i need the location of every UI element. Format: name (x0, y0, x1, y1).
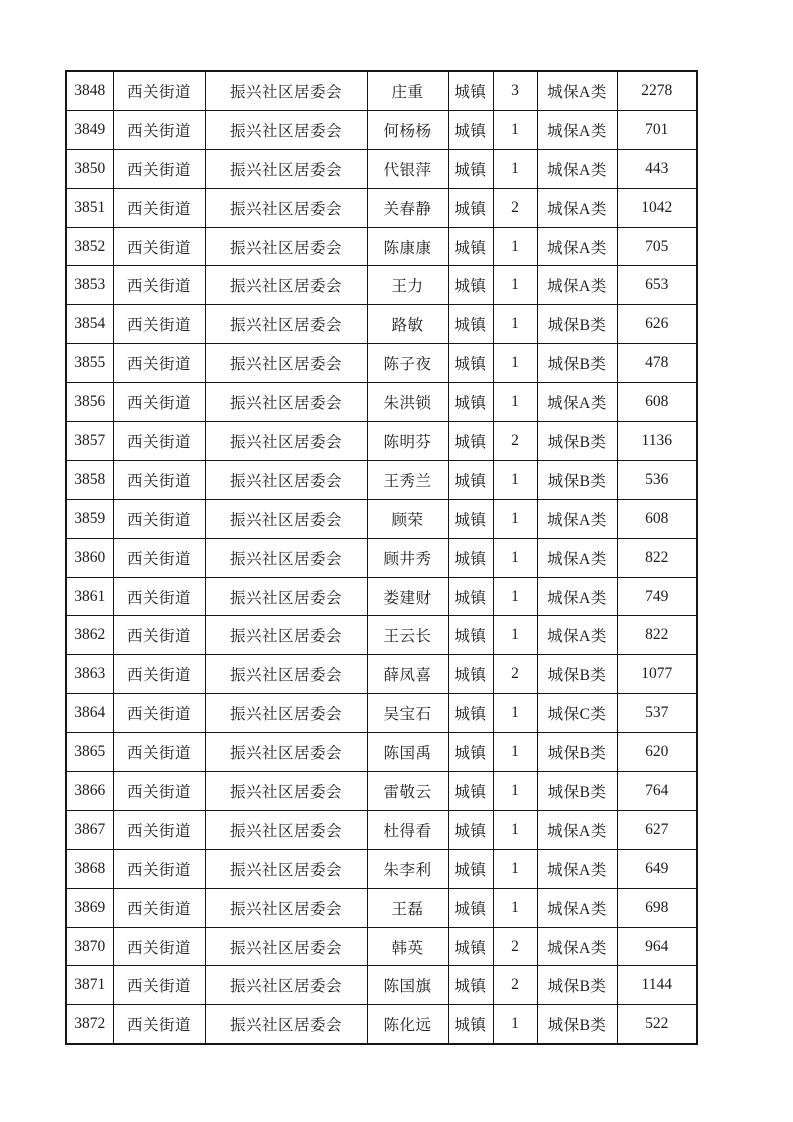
committee-cell: 振兴社区居委会 (205, 227, 367, 266)
amount-cell: 478 (617, 344, 697, 383)
residence-type-cell: 城镇 (448, 460, 493, 499)
table-row (66, 227, 697, 266)
serial-number-cell: 3862 (66, 616, 113, 655)
committee-cell: 振兴社区居委会 (205, 772, 367, 811)
committee-cell: 振兴社区居委会 (205, 344, 367, 383)
person-name-cell: 王秀兰 (367, 460, 448, 499)
insurance-category-cell: 城保B类 (537, 966, 617, 1005)
serial-number-cell: 3856 (66, 383, 113, 422)
person-name-cell: 雷敬云 (367, 772, 448, 811)
street-cell: 西关街道 (113, 1005, 205, 1044)
person-count-cell: 1 (493, 888, 537, 927)
person-name-cell: 陈康康 (367, 227, 448, 266)
table-row (66, 694, 697, 733)
street-cell: 西关街道 (113, 810, 205, 849)
person-count-cell: 1 (493, 733, 537, 772)
table-row (66, 383, 697, 422)
serial-number-cell: 3859 (66, 499, 113, 538)
residence-type-cell: 城镇 (448, 772, 493, 811)
person-name-cell: 杜得看 (367, 810, 448, 849)
table-row (66, 188, 697, 227)
street-cell: 西关街道 (113, 149, 205, 188)
street-cell: 西关街道 (113, 71, 205, 110)
person-name-cell: 何杨杨 (367, 110, 448, 149)
street-cell: 西关街道 (113, 849, 205, 888)
insurance-category-cell: 城保A类 (537, 538, 617, 577)
insurance-category-cell: 城保A类 (537, 927, 617, 966)
person-name-cell: 王云长 (367, 616, 448, 655)
serial-number-cell: 3853 (66, 266, 113, 305)
insurance-category-cell: 城保B类 (537, 772, 617, 811)
committee-cell: 振兴社区居委会 (205, 188, 367, 227)
committee-cell: 振兴社区居委会 (205, 149, 367, 188)
street-cell: 西关街道 (113, 888, 205, 927)
person-name-cell: 韩英 (367, 927, 448, 966)
table-row (66, 616, 697, 655)
committee-cell: 振兴社区居委会 (205, 966, 367, 1005)
insurance-category-cell: 城保A类 (537, 149, 617, 188)
residence-type-cell: 城镇 (448, 616, 493, 655)
insurance-category-cell: 城保A类 (537, 227, 617, 266)
person-count-cell: 1 (493, 305, 537, 344)
amount-cell: 764 (617, 772, 697, 811)
amount-cell: 1042 (617, 188, 697, 227)
amount-cell: 964 (617, 927, 697, 966)
table-row (66, 927, 697, 966)
table-row (66, 499, 697, 538)
table-row (66, 344, 697, 383)
amount-cell: 698 (617, 888, 697, 927)
serial-number-cell: 3849 (66, 110, 113, 149)
committee-cell: 振兴社区居委会 (205, 71, 367, 110)
residence-type-cell: 城镇 (448, 188, 493, 227)
person-count-cell: 3 (493, 71, 537, 110)
table-row (66, 110, 697, 149)
amount-cell: 649 (617, 849, 697, 888)
insurance-category-cell: 城保B类 (537, 422, 617, 461)
person-count-cell: 1 (493, 227, 537, 266)
amount-cell: 537 (617, 694, 697, 733)
person-count-cell: 1 (493, 810, 537, 849)
amount-cell: 653 (617, 266, 697, 305)
table-row (66, 305, 697, 344)
person-count-cell: 1 (493, 149, 537, 188)
person-name-cell: 朱洪锁 (367, 383, 448, 422)
street-cell: 西关街道 (113, 772, 205, 811)
table-row (66, 460, 697, 499)
residence-type-cell: 城镇 (448, 810, 493, 849)
committee-cell: 振兴社区居委会 (205, 810, 367, 849)
street-cell: 西关街道 (113, 344, 205, 383)
residence-type-cell: 城镇 (448, 383, 493, 422)
person-count-cell: 1 (493, 499, 537, 538)
amount-cell: 608 (617, 499, 697, 538)
serial-number-cell: 3861 (66, 577, 113, 616)
person-name-cell: 关春静 (367, 188, 448, 227)
committee-cell: 振兴社区居委会 (205, 849, 367, 888)
person-count-cell: 1 (493, 694, 537, 733)
person-count-cell: 1 (493, 616, 537, 655)
committee-cell: 振兴社区居委会 (205, 927, 367, 966)
person-name-cell: 娄建财 (367, 577, 448, 616)
serial-number-cell: 3867 (66, 810, 113, 849)
table-row (66, 772, 697, 811)
amount-cell: 608 (617, 383, 697, 422)
serial-number-cell: 3866 (66, 772, 113, 811)
serial-number-cell: 3855 (66, 344, 113, 383)
serial-number-cell: 3848 (66, 71, 113, 110)
amount-cell: 443 (617, 149, 697, 188)
person-count-cell: 1 (493, 110, 537, 149)
serial-number-cell: 3851 (66, 188, 113, 227)
committee-cell: 振兴社区居委会 (205, 266, 367, 305)
residence-type-cell: 城镇 (448, 655, 493, 694)
records-table-body (66, 71, 697, 1044)
insurance-category-cell: 城保B类 (537, 1005, 617, 1044)
residence-type-cell: 城镇 (448, 538, 493, 577)
residence-type-cell: 城镇 (448, 849, 493, 888)
serial-number-cell: 3869 (66, 888, 113, 927)
street-cell: 西关街道 (113, 266, 205, 305)
table-row (66, 538, 697, 577)
amount-cell: 620 (617, 733, 697, 772)
residence-type-cell: 城镇 (448, 227, 493, 266)
residence-type-cell: 城镇 (448, 344, 493, 383)
person-name-cell: 王力 (367, 266, 448, 305)
insurance-category-cell: 城保A类 (537, 888, 617, 927)
residence-type-cell: 城镇 (448, 149, 493, 188)
serial-number-cell: 3872 (66, 1005, 113, 1044)
residence-type-cell: 城镇 (448, 694, 493, 733)
amount-cell: 522 (617, 1005, 697, 1044)
insurance-category-cell: 城保A类 (537, 849, 617, 888)
amount-cell: 627 (617, 810, 697, 849)
person-name-cell: 陈子夜 (367, 344, 448, 383)
street-cell: 西关街道 (113, 383, 205, 422)
street-cell: 西关街道 (113, 733, 205, 772)
person-name-cell: 朱李利 (367, 849, 448, 888)
person-name-cell: 庄重 (367, 71, 448, 110)
amount-cell: 2278 (617, 71, 697, 110)
street-cell: 西关街道 (113, 110, 205, 149)
insurance-category-cell: 城保A类 (537, 71, 617, 110)
street-cell: 西关街道 (113, 694, 205, 733)
serial-number-cell: 3864 (66, 694, 113, 733)
person-count-cell: 1 (493, 1005, 537, 1044)
person-count-cell: 2 (493, 188, 537, 227)
person-count-cell: 2 (493, 966, 537, 1005)
person-name-cell: 陈国禹 (367, 733, 448, 772)
amount-cell: 701 (617, 110, 697, 149)
committee-cell: 振兴社区居委会 (205, 694, 367, 733)
residence-type-cell: 城镇 (448, 966, 493, 1005)
amount-cell: 536 (617, 460, 697, 499)
committee-cell: 振兴社区居委会 (205, 655, 367, 694)
amount-cell: 705 (617, 227, 697, 266)
person-name-cell: 陈国旗 (367, 966, 448, 1005)
table-row (66, 1005, 697, 1044)
residence-type-cell: 城镇 (448, 888, 493, 927)
committee-cell: 振兴社区居委会 (205, 499, 367, 538)
table-row (66, 733, 697, 772)
amount-cell: 1136 (617, 422, 697, 461)
insurance-category-cell: 城保A类 (537, 266, 617, 305)
street-cell: 西关街道 (113, 538, 205, 577)
serial-number-cell: 3871 (66, 966, 113, 1005)
committee-cell: 振兴社区居委会 (205, 538, 367, 577)
person-count-cell: 2 (493, 927, 537, 966)
person-count-cell: 2 (493, 655, 537, 694)
person-name-cell: 陈化远 (367, 1005, 448, 1044)
person-name-cell: 薛凤喜 (367, 655, 448, 694)
amount-cell: 822 (617, 616, 697, 655)
serial-number-cell: 3858 (66, 460, 113, 499)
serial-number-cell: 3868 (66, 849, 113, 888)
insurance-category-cell: 城保C类 (537, 694, 617, 733)
table-row (66, 266, 697, 305)
residence-type-cell: 城镇 (448, 927, 493, 966)
street-cell: 西关街道 (113, 499, 205, 538)
person-name-cell: 路敏 (367, 305, 448, 344)
amount-cell: 749 (617, 577, 697, 616)
records-table (65, 70, 698, 1045)
table-row (66, 422, 697, 461)
street-cell: 西关街道 (113, 305, 205, 344)
residence-type-cell: 城镇 (448, 1005, 493, 1044)
serial-number-cell: 3857 (66, 422, 113, 461)
committee-cell: 振兴社区居委会 (205, 383, 367, 422)
serial-number-cell: 3870 (66, 927, 113, 966)
table-row (66, 966, 697, 1005)
insurance-category-cell: 城保A类 (537, 810, 617, 849)
insurance-category-cell: 城保B类 (537, 344, 617, 383)
person-count-cell: 1 (493, 577, 537, 616)
amount-cell: 626 (617, 305, 697, 344)
serial-number-cell: 3865 (66, 733, 113, 772)
insurance-category-cell: 城保A类 (537, 383, 617, 422)
table-row (66, 149, 697, 188)
residence-type-cell: 城镇 (448, 422, 493, 461)
street-cell: 西关街道 (113, 616, 205, 655)
table-row (66, 577, 697, 616)
committee-cell: 振兴社区居委会 (205, 1005, 367, 1044)
insurance-category-cell: 城保A类 (537, 110, 617, 149)
insurance-category-cell: 城保B类 (537, 460, 617, 499)
street-cell: 西关街道 (113, 227, 205, 266)
person-count-cell: 1 (493, 772, 537, 811)
person-count-cell: 1 (493, 266, 537, 305)
committee-cell: 振兴社区居委会 (205, 460, 367, 499)
amount-cell: 1077 (617, 655, 697, 694)
residence-type-cell: 城镇 (448, 305, 493, 344)
person-name-cell: 王磊 (367, 888, 448, 927)
insurance-category-cell: 城保A类 (537, 577, 617, 616)
insurance-category-cell: 城保B类 (537, 655, 617, 694)
street-cell: 西关街道 (113, 422, 205, 461)
street-cell: 西关街道 (113, 655, 205, 694)
person-name-cell: 吴宝石 (367, 694, 448, 733)
person-name-cell: 顾井秀 (367, 538, 448, 577)
serial-number-cell: 3860 (66, 538, 113, 577)
person-count-cell: 1 (493, 383, 537, 422)
person-count-cell: 1 (493, 849, 537, 888)
street-cell: 西关街道 (113, 460, 205, 499)
committee-cell: 振兴社区居委会 (205, 577, 367, 616)
table-row (66, 810, 697, 849)
committee-cell: 振兴社区居委会 (205, 733, 367, 772)
table-row (66, 849, 697, 888)
serial-number-cell: 3863 (66, 655, 113, 694)
person-name-cell: 代银萍 (367, 149, 448, 188)
table-row (66, 888, 697, 927)
residence-type-cell: 城镇 (448, 577, 493, 616)
person-count-cell: 2 (493, 422, 537, 461)
residence-type-cell: 城镇 (448, 110, 493, 149)
street-cell: 西关街道 (113, 927, 205, 966)
insurance-category-cell: 城保B类 (537, 733, 617, 772)
insurance-category-cell: 城保B类 (537, 305, 617, 344)
insurance-category-cell: 城保A类 (537, 616, 617, 655)
committee-cell: 振兴社区居委会 (205, 888, 367, 927)
residence-type-cell: 城镇 (448, 266, 493, 305)
person-count-cell: 1 (493, 344, 537, 383)
table-row (66, 655, 697, 694)
residence-type-cell: 城镇 (448, 71, 493, 110)
street-cell: 西关街道 (113, 188, 205, 227)
committee-cell: 振兴社区居委会 (205, 305, 367, 344)
street-cell: 西关街道 (113, 577, 205, 616)
insurance-category-cell: 城保A类 (537, 188, 617, 227)
person-count-cell: 1 (493, 538, 537, 577)
committee-cell: 振兴社区居委会 (205, 422, 367, 461)
committee-cell: 振兴社区居委会 (205, 110, 367, 149)
person-name-cell: 顾荣 (367, 499, 448, 538)
serial-number-cell: 3854 (66, 305, 113, 344)
residence-type-cell: 城镇 (448, 733, 493, 772)
insurance-category-cell: 城保A类 (537, 499, 617, 538)
serial-number-cell: 3852 (66, 227, 113, 266)
person-count-cell: 1 (493, 460, 537, 499)
residence-type-cell: 城镇 (448, 499, 493, 538)
person-name-cell: 陈明芬 (367, 422, 448, 461)
table-row (66, 71, 697, 110)
serial-number-cell: 3850 (66, 149, 113, 188)
amount-cell: 1144 (617, 966, 697, 1005)
amount-cell: 822 (617, 538, 697, 577)
committee-cell: 振兴社区居委会 (205, 616, 367, 655)
street-cell: 西关街道 (113, 966, 205, 1005)
